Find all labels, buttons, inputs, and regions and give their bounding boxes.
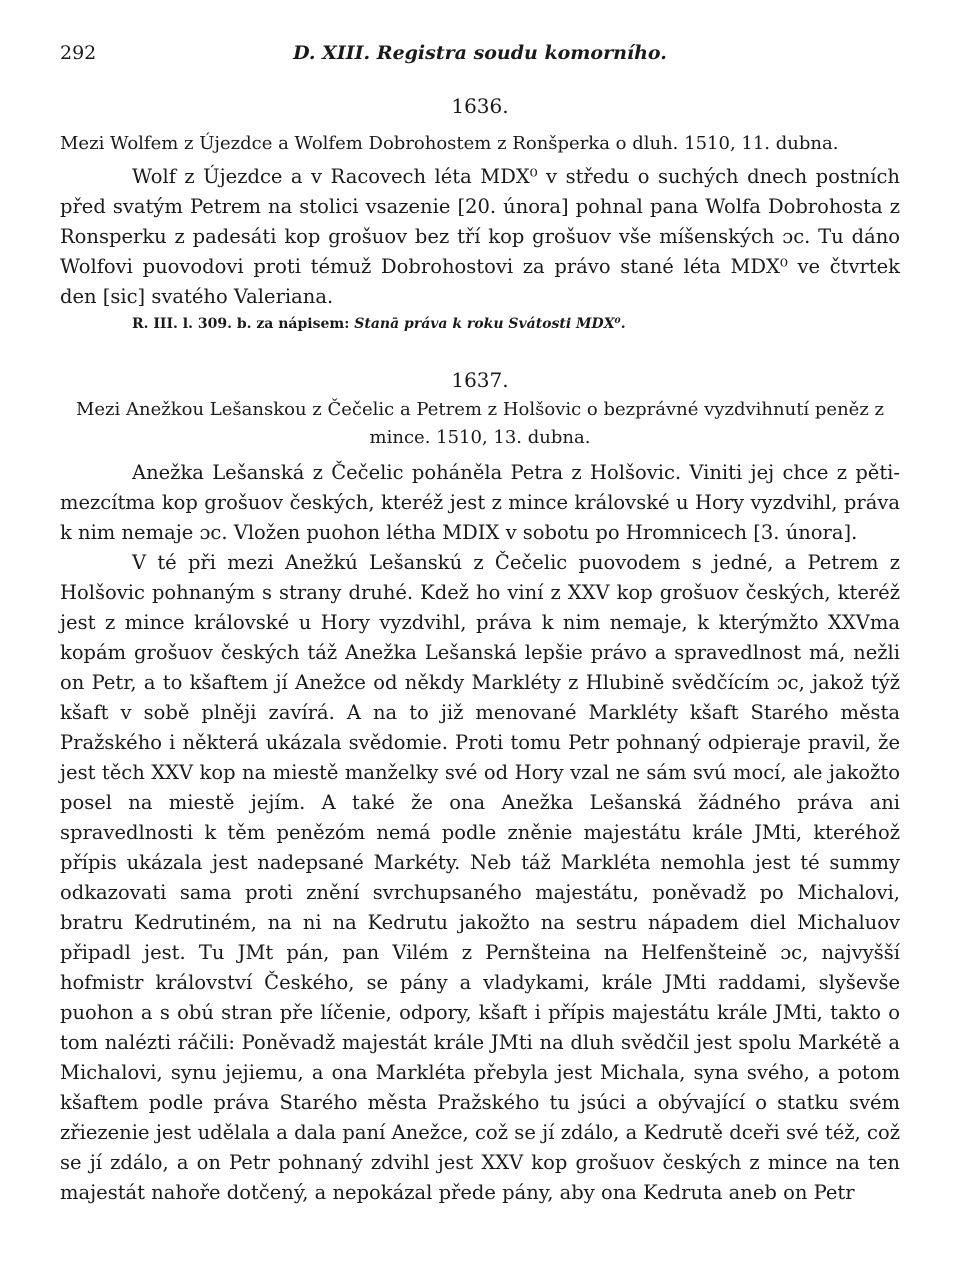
entry-paragraph: V té při mezi Anežkú Lešanskú z Čečelic puovodem s jedné, a Petrem z Holšovic pohnaným s strany druhé. Kdež ho viní z XXV kop grošuov českých, kteréž jest z mince královské u Hory vyzdvihl, práva k nim nemaje, k kterýmžto XXVma kopám grošuov českých táž Anežka Lešanská lepšie právo a spravedlnost má, nežli on Petr, a to kšaftem jí Anežce od někdy Markléty z Hlubině svědčícím ɔc, jakož týž kšaft v sobě plněji zavírá. A na to již menované Markléty kšaft Starého města Pražského i některá ukázala svědomie. Proti tomu Petr pohnaný odpieraje pravil, že jest těch XXV kop na miestě manželky své od Hory vzal ne sám svú mocí, ale jakožto posel na miestě jejím. A také že ona Anežka Lešanská žádného práva ani spravedlnosti k těm penězóm nemá podle zněnie majestátu krále JMti, kteréhož přípis ukázala jest nadepsané Markéty. Neb táž Markléta nemohla jest té summy odkazovati sama proti znění svrchupsaného majestátu, poněvadž po Michalovi, bratru Kedrutiném, na ni na Kedrutu jakožto na sestru nápadem diel Michaluov připadl jest. Tu JMt pán, pan Vilém z Pernšteina na Helfenšteině ɔc, najvyšší hofmistr království Českého, se pány a vladykami, krále JMti raddami, slyševše puohon a s obú stran pře líčenie, odpory, kšaft i přípis majestátu krále JMti, takto o tom nalézti ráčili: Poněvadž majestát krále JMti na dluh svědčil jest spolu Markétě a Michalovi, synu jejiemu, a ona Markléta přebyla jest Michala, syna svého, a potom kšaftem podle práva Starého města Pražského tu jsúci a obývající o statku svém zřiezenie jest udělala a dala paní Anežce, což se jí zdálo, a Kedrutě dceři své též, což se jí zdálo, a on Petr pohnaný zdvihl jest XXV kop grošuov českých z mince na ten majestát nahoře dotčený, a nepokázal přede pány, aby ona Kedruta aneb on Petr: [60, 551, 900, 1204]
running-title: D. XIII. Registra soudu komorního.: [293, 42, 667, 64]
entry-number: 1637.: [451, 368, 509, 392]
page-header: [60, 42, 900, 72]
entry-1637-body: [60, 458, 900, 1208]
entry-1636-summary-block: [60, 130, 900, 158]
source-note: [132, 312, 900, 336]
entry-number: 1636.: [451, 94, 509, 118]
source-note-italic: Stanā práva k roku Svátosti MDX⁰.: [354, 316, 626, 332]
entry-1636-source: [60, 312, 900, 336]
page-number: 292: [60, 42, 97, 64]
entry-paragraph: Anežka Lešanská z Čečelic poháněla Petra z Holšovic. Viniti jej chce z pěti-mezcítma kop grošuov českých, kteréž jest z mince královské u Hory vyzdvihl, práva k nim nemaje ɔc. Vložen puohon létha MDIX v sobotu po Hromnicech [3. února].: [60, 461, 900, 544]
entry-paragraph: Wolf z Újezdce a v Racovech léta MDX⁰ v středu o suchých dnech postních před svatým Petrem na stolici vsazenie [20. února] pohnal pana Wolfa Dobrohosta z Ronsperku z padesáti kop grošuov bez tří kop grošuov vše míšenských ɔc. Tu dáno Wolfovi puovodovi proti témuž Dobrohostovi za právo stané léta MDX⁰ ve čtvrtek den [sic] svatého Valeriana.: [60, 165, 900, 308]
entry-1637-number-block: [60, 366, 900, 394]
entry-1636-number-block: [60, 92, 900, 120]
entry-1636-body: [60, 162, 900, 312]
entry-summary: Mezi Wolfem z Újezdce a Wolfem Dobrohostem z Ronšperka o dluh. 1510, 11. dubna.: [60, 133, 839, 154]
source-prefix: R. III. l. 309. b. za nápisem:: [132, 316, 350, 332]
entry-1637-summary-block: [60, 396, 900, 452]
entry-summary: Mezi Anežkou Lešanskou z Čečelic a Petrem z Holšovic o bezprávné vyzdvihnutí peněz z mince. 1510, 13. dubna.: [75, 399, 885, 448]
